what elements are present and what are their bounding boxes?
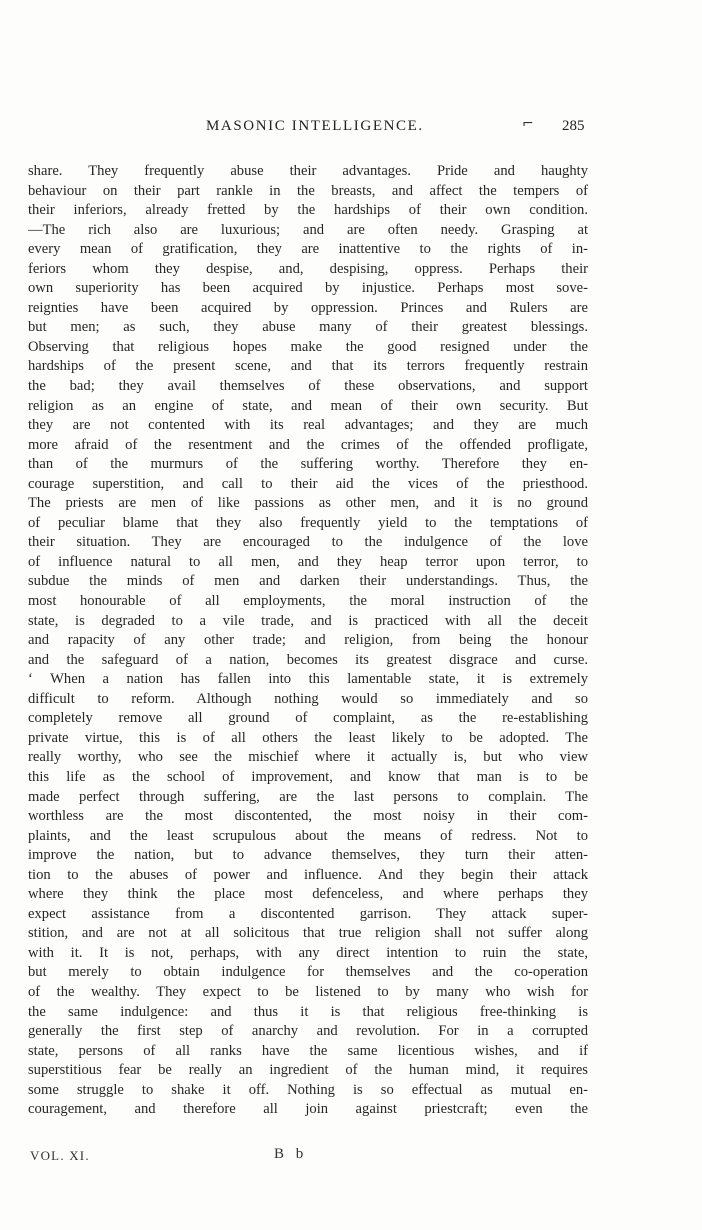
printer-signature: B b xyxy=(274,1146,308,1162)
running-title: MASONIC INTELLIGENCE. xyxy=(206,118,424,134)
text-line: where they think the place most defenceless, and where perhaps they xyxy=(28,886,588,903)
text-line: and rapacity of any other trade; and religion, from being the honour xyxy=(28,632,588,649)
text-line: feriors whom they despise, and, despising, oppress. Perhaps their xyxy=(28,260,588,277)
text-line: some struggle to shake it off. Nothing is so effectual as mutual en- xyxy=(28,1081,588,1098)
text-line: generally the first step of anarchy and revolution. For in a corrupted xyxy=(28,1023,588,1040)
body-text xyxy=(28,162,588,1120)
volume-number: VOL. XI. xyxy=(30,1148,90,1163)
text-line: made perfect through suffering, are the last persons to complain. The xyxy=(28,788,588,805)
text-line: difficult to reform. Although nothing would so immediately and so xyxy=(28,690,588,707)
text-line: with it. It is not, perhaps, with any direct intention to ruin the state, xyxy=(28,944,588,961)
text-line: hardships of the present scene, and that its terrors frequently restrain xyxy=(28,358,588,375)
text-line: reignties have been acquired by oppression. Princes and Rulers are xyxy=(28,299,588,316)
text-line: of influence natural to all men, and they heap terror upon terror, to xyxy=(28,553,588,570)
text-line: their situation. They are encouraged to the indulgence of the love xyxy=(28,534,588,551)
text-line: of the wealthy. They expect to be listened to by many who wish for xyxy=(28,983,588,1000)
text-line: and the safeguard of a nation, becomes its greatest disgrace and curse. xyxy=(28,651,588,668)
printer-mark: ⌐ xyxy=(522,116,534,132)
text-line: private virtue, this is of all others the least likely to be adopted. The xyxy=(28,729,588,746)
text-line: really worthy, who see the mischief where it actually is, but who view xyxy=(28,749,588,766)
text-line: every mean of gratification, they are inattentive to the rights of in- xyxy=(28,241,588,258)
text-line: plaints, and the least scrupulous about the means of redress. Not to xyxy=(28,827,588,844)
text-line: improve the nation, but to advance themselves, they turn their atten- xyxy=(28,847,588,864)
text-line: but merely to obtain indulgence for themselves and the co-operation xyxy=(28,964,588,981)
text-line: state, persons of all ranks have the same licentious wishes, and if xyxy=(28,1042,588,1059)
text-line: share. They frequently abuse their advantages. Pride and haughty xyxy=(28,163,588,179)
text-line: couragement, and therefore all join against priestcraft; even the xyxy=(28,1101,588,1118)
page-header xyxy=(28,118,593,140)
text-line: than of the murmurs of the suffering worthy. Therefore they en- xyxy=(28,456,588,473)
page-footer xyxy=(28,1148,588,1170)
text-line: behaviour on their part rankle in the breasts, and affect the tempers of xyxy=(28,182,588,199)
text-line: tion to the abuses of power and influence. And they begin their attack xyxy=(28,866,588,883)
page-number: 285 xyxy=(562,118,585,134)
text-line: ‘ When a nation has fallen into this lamentable state, it is extremely xyxy=(28,671,588,688)
text-line: religion as an engine of state, and mean of their own security. But xyxy=(28,397,588,414)
text-line: The priests are men of like passions as other men, and it is no ground xyxy=(28,495,588,512)
text-line: superstitious fear be really an ingredient of the human mind, it requires xyxy=(28,1062,588,1079)
text-line: but men; as such, they abuse many of their greatest blessings. xyxy=(28,319,588,336)
text-line: state, is degraded to a vile trade, and is practiced with all the deceit xyxy=(28,612,588,629)
text-line: this life as the school of improvement, and know that man is to be xyxy=(28,768,588,785)
text-line: subdue the minds of men and darken their understandings. Thus, the xyxy=(28,573,588,590)
text-line: they are not contented with its real advantages; and they are much xyxy=(28,417,588,434)
text-line: their inferiors, already fretted by the hardships of their own condition. xyxy=(28,202,588,219)
text-line: of peculiar blame that they also frequently yield to the temptations of xyxy=(28,514,588,531)
text-line: the same indulgence: and thus it is that religious free-thinking is xyxy=(28,1003,588,1020)
text-line: most honourable of all employments, the moral instruction of the xyxy=(28,593,588,610)
text-line: —The rich also are luxurious; and are often needy. Grasping at xyxy=(28,221,588,238)
text-line: worthless are the most discontented, the most noisy in their com- xyxy=(28,808,588,825)
text-line: stition, and are not at all solicitous that true religion shall not suffer along xyxy=(28,925,588,942)
text-line: completely remove all ground of complaint, as the re-establishing xyxy=(28,710,588,727)
text-line: expect assistance from a discontented garrison. They attack super- xyxy=(28,905,588,922)
text-line: the bad; they avail themselves of these observations, and support xyxy=(28,378,588,395)
text-line: own superiority has been acquired by injustice. Perhaps most sove- xyxy=(28,280,588,297)
text-line: Observing that religious hopes make the good resigned under the xyxy=(28,338,588,355)
text-line: courage superstition, and call to their aid the vices of the priesthood. xyxy=(28,475,588,492)
text-line: more afraid of the resentment and the crimes of the offended profligate, xyxy=(28,436,588,453)
